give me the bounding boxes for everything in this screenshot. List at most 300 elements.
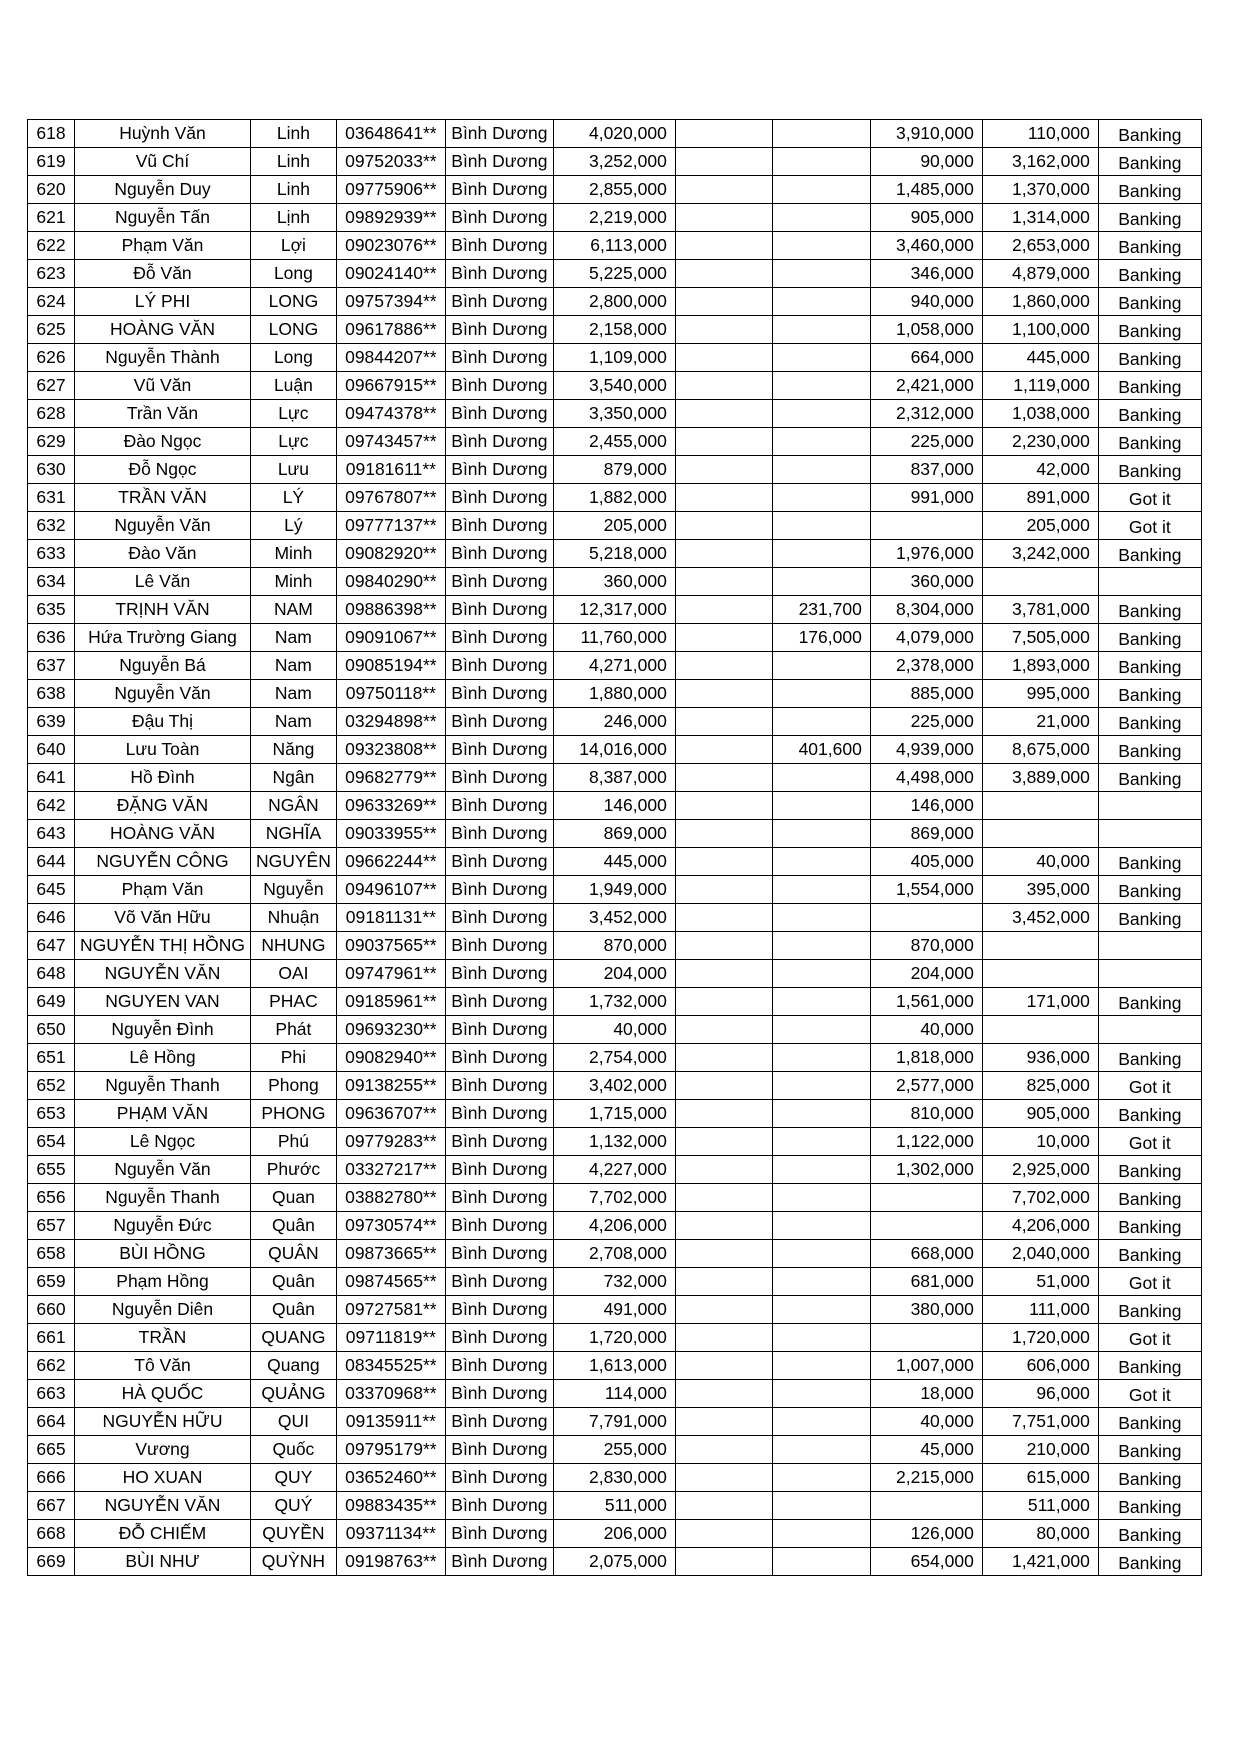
table-row bbox=[28, 512, 1202, 540]
surname-cell: Lưu Toàn bbox=[75, 736, 251, 764]
payment-method-cell: Banking bbox=[1098, 1212, 1201, 1240]
given-name-cell: QUY bbox=[250, 1464, 336, 1492]
blank-col-cell bbox=[675, 1044, 772, 1072]
total-amount-cell: 2,158,000 bbox=[553, 316, 675, 344]
table-row bbox=[28, 1156, 1202, 1184]
row-number-cell: 661 bbox=[28, 1324, 75, 1352]
table-row bbox=[28, 1016, 1202, 1044]
deduction-cell bbox=[772, 1044, 870, 1072]
blank-col-cell bbox=[675, 372, 772, 400]
surname-cell: Nguyễn Tấn bbox=[75, 204, 251, 232]
given-name-cell: Nam bbox=[250, 680, 336, 708]
province-cell: Bình Dương bbox=[445, 372, 553, 400]
payment-method-cell: Got it bbox=[1098, 1324, 1201, 1352]
row-number-cell: 638 bbox=[28, 680, 75, 708]
payment-table bbox=[27, 119, 1202, 1576]
blank-col-cell bbox=[675, 456, 772, 484]
total-amount-cell: 1,882,000 bbox=[553, 484, 675, 512]
surname-cell: TRỊNH VĂN bbox=[75, 596, 251, 624]
blank-col-cell bbox=[675, 344, 772, 372]
remaining-amount-cell: 1,314,000 bbox=[982, 204, 1098, 232]
payment-method-cell: Banking bbox=[1098, 848, 1201, 876]
blank-col-cell bbox=[675, 1016, 772, 1044]
given-name-cell: Lưu bbox=[250, 456, 336, 484]
blank-col-cell bbox=[675, 1240, 772, 1268]
total-amount-cell: 6,113,000 bbox=[553, 232, 675, 260]
province-cell: Bình Dương bbox=[445, 1156, 553, 1184]
phone-cell: 09711819** bbox=[336, 1324, 445, 1352]
table-row bbox=[28, 1352, 1202, 1380]
deduction-cell bbox=[772, 1212, 870, 1240]
surname-cell: Hồ Đình bbox=[75, 764, 251, 792]
total-amount-cell: 870,000 bbox=[553, 932, 675, 960]
table-row bbox=[28, 148, 1202, 176]
table-row bbox=[28, 1436, 1202, 1464]
payment-method-cell: Banking bbox=[1098, 540, 1201, 568]
payment-method-cell bbox=[1098, 932, 1201, 960]
remaining-amount-cell: 51,000 bbox=[982, 1268, 1098, 1296]
province-cell: Bình Dương bbox=[445, 1128, 553, 1156]
given-name-cell: QUI bbox=[250, 1408, 336, 1436]
surname-cell: NGUYEN VAN bbox=[75, 988, 251, 1016]
given-name-cell: LONG bbox=[250, 316, 336, 344]
paid-amount-cell bbox=[870, 1492, 982, 1520]
total-amount-cell: 11,760,000 bbox=[553, 624, 675, 652]
table-row bbox=[28, 1548, 1202, 1576]
table-row bbox=[28, 1128, 1202, 1156]
province-cell: Bình Dương bbox=[445, 176, 553, 204]
remaining-amount-cell: 110,000 bbox=[982, 120, 1098, 148]
surname-cell: Lê Văn bbox=[75, 568, 251, 596]
province-cell: Bình Dương bbox=[445, 876, 553, 904]
table-row bbox=[28, 400, 1202, 428]
total-amount-cell: 1,880,000 bbox=[553, 680, 675, 708]
total-amount-cell: 511,000 bbox=[553, 1492, 675, 1520]
remaining-amount-cell: 891,000 bbox=[982, 484, 1098, 512]
deduction-cell bbox=[772, 1296, 870, 1324]
deduction-cell bbox=[772, 932, 870, 960]
deduction-cell bbox=[772, 484, 870, 512]
total-amount-cell: 2,219,000 bbox=[553, 204, 675, 232]
deduction-cell bbox=[772, 848, 870, 876]
given-name-cell: Nhuận bbox=[250, 904, 336, 932]
remaining-amount-cell: 10,000 bbox=[982, 1128, 1098, 1156]
given-name-cell: Minh bbox=[250, 568, 336, 596]
blank-col-cell bbox=[675, 960, 772, 988]
row-number-cell: 632 bbox=[28, 512, 75, 540]
paid-amount-cell: 18,000 bbox=[870, 1380, 982, 1408]
surname-cell: Võ Văn Hữu bbox=[75, 904, 251, 932]
total-amount-cell: 2,855,000 bbox=[553, 176, 675, 204]
table-row bbox=[28, 1240, 1202, 1268]
table-row bbox=[28, 1380, 1202, 1408]
province-cell: Bình Dương bbox=[445, 1492, 553, 1520]
phone-cell: 03370968** bbox=[336, 1380, 445, 1408]
total-amount-cell: 5,225,000 bbox=[553, 260, 675, 288]
given-name-cell: QUANG bbox=[250, 1324, 336, 1352]
row-number-cell: 634 bbox=[28, 568, 75, 596]
given-name-cell: Linh bbox=[250, 148, 336, 176]
remaining-amount-cell: 1,370,000 bbox=[982, 176, 1098, 204]
paid-amount-cell: 346,000 bbox=[870, 260, 982, 288]
given-name-cell: Long bbox=[250, 344, 336, 372]
given-name-cell: Nam bbox=[250, 652, 336, 680]
deduction-cell bbox=[772, 512, 870, 540]
phone-cell: 09873665** bbox=[336, 1240, 445, 1268]
given-name-cell: Nguyễn bbox=[250, 876, 336, 904]
blank-col-cell bbox=[675, 764, 772, 792]
payment-method-cell: Banking bbox=[1098, 1492, 1201, 1520]
remaining-amount-cell: 995,000 bbox=[982, 680, 1098, 708]
row-number-cell: 621 bbox=[28, 204, 75, 232]
province-cell: Bình Dương bbox=[445, 1072, 553, 1100]
row-number-cell: 649 bbox=[28, 988, 75, 1016]
paid-amount-cell: 4,498,000 bbox=[870, 764, 982, 792]
paid-amount-cell: 940,000 bbox=[870, 288, 982, 316]
phone-cell: 09185961** bbox=[336, 988, 445, 1016]
paid-amount-cell: 654,000 bbox=[870, 1548, 982, 1576]
payment-method-cell: Banking bbox=[1098, 204, 1201, 232]
payment-method-cell: Banking bbox=[1098, 764, 1201, 792]
payment-method-cell bbox=[1098, 568, 1201, 596]
province-cell: Bình Dương bbox=[445, 1184, 553, 1212]
blank-col-cell bbox=[675, 1380, 772, 1408]
total-amount-cell: 1,613,000 bbox=[553, 1352, 675, 1380]
table-row bbox=[28, 876, 1202, 904]
surname-cell: NGUYỄN THỊ HỒNG bbox=[75, 932, 251, 960]
given-name-cell: Lực bbox=[250, 428, 336, 456]
paid-amount-cell: 664,000 bbox=[870, 344, 982, 372]
phone-cell: 09636707** bbox=[336, 1100, 445, 1128]
province-cell: Bình Dương bbox=[445, 232, 553, 260]
deduction-cell bbox=[772, 652, 870, 680]
phone-cell: 09198763** bbox=[336, 1548, 445, 1576]
payment-method-cell: Banking bbox=[1098, 596, 1201, 624]
deduction-cell bbox=[772, 1324, 870, 1352]
row-number-cell: 624 bbox=[28, 288, 75, 316]
surname-cell: Lê Hồng bbox=[75, 1044, 251, 1072]
total-amount-cell: 1,109,000 bbox=[553, 344, 675, 372]
province-cell: Bình Dương bbox=[445, 260, 553, 288]
row-number-cell: 669 bbox=[28, 1548, 75, 1576]
phone-cell: 09727581** bbox=[336, 1296, 445, 1324]
row-number-cell: 656 bbox=[28, 1184, 75, 1212]
row-number-cell: 646 bbox=[28, 904, 75, 932]
paid-amount-cell: 668,000 bbox=[870, 1240, 982, 1268]
phone-cell: 09024140** bbox=[336, 260, 445, 288]
given-name-cell: Lý bbox=[250, 512, 336, 540]
phone-cell: 09750118** bbox=[336, 680, 445, 708]
payment-method-cell: Banking bbox=[1098, 988, 1201, 1016]
remaining-amount-cell: 606,000 bbox=[982, 1352, 1098, 1380]
phone-cell: 09743457** bbox=[336, 428, 445, 456]
remaining-amount-cell: 1,893,000 bbox=[982, 652, 1098, 680]
given-name-cell: Quốc bbox=[250, 1436, 336, 1464]
remaining-amount-cell: 395,000 bbox=[982, 876, 1098, 904]
paid-amount-cell: 1,485,000 bbox=[870, 176, 982, 204]
remaining-amount-cell bbox=[982, 960, 1098, 988]
remaining-amount-cell: 936,000 bbox=[982, 1044, 1098, 1072]
deduction-cell bbox=[772, 344, 870, 372]
payment-method-cell: Banking bbox=[1098, 1408, 1201, 1436]
province-cell: Bình Dương bbox=[445, 1408, 553, 1436]
phone-cell: 09892939** bbox=[336, 204, 445, 232]
row-number-cell: 660 bbox=[28, 1296, 75, 1324]
surname-cell: Nguyễn Thanh bbox=[75, 1072, 251, 1100]
table-row bbox=[28, 1184, 1202, 1212]
row-number-cell: 618 bbox=[28, 120, 75, 148]
blank-col-cell bbox=[675, 792, 772, 820]
paid-amount-cell: 45,000 bbox=[870, 1436, 982, 1464]
blank-col-cell bbox=[675, 596, 772, 624]
payment-method-cell bbox=[1098, 792, 1201, 820]
blank-col-cell bbox=[675, 1408, 772, 1436]
paid-amount-cell: 1,561,000 bbox=[870, 988, 982, 1016]
payment-method-cell: Banking bbox=[1098, 1100, 1201, 1128]
surname-cell: Phạm Hồng bbox=[75, 1268, 251, 1296]
paid-amount-cell: 837,000 bbox=[870, 456, 982, 484]
remaining-amount-cell: 1,119,000 bbox=[982, 372, 1098, 400]
given-name-cell: Linh bbox=[250, 120, 336, 148]
deduction-cell bbox=[772, 1128, 870, 1156]
deduction-cell bbox=[772, 204, 870, 232]
row-number-cell: 662 bbox=[28, 1352, 75, 1380]
payment-method-cell: Banking bbox=[1098, 1044, 1201, 1072]
phone-cell: 09085194** bbox=[336, 652, 445, 680]
blank-col-cell bbox=[675, 1268, 772, 1296]
remaining-amount-cell: 3,452,000 bbox=[982, 904, 1098, 932]
surname-cell: NGUYỄN VĂN bbox=[75, 1492, 251, 1520]
remaining-amount-cell: 7,702,000 bbox=[982, 1184, 1098, 1212]
blank-col-cell bbox=[675, 120, 772, 148]
total-amount-cell: 2,455,000 bbox=[553, 428, 675, 456]
province-cell: Bình Dương bbox=[445, 1268, 553, 1296]
row-number-cell: 622 bbox=[28, 232, 75, 260]
given-name-cell: QUÝ bbox=[250, 1492, 336, 1520]
blank-col-cell bbox=[675, 288, 772, 316]
total-amount-cell: 12,317,000 bbox=[553, 596, 675, 624]
payment-method-cell: Banking bbox=[1098, 288, 1201, 316]
paid-amount-cell: 380,000 bbox=[870, 1296, 982, 1324]
blank-col-cell bbox=[675, 1520, 772, 1548]
paid-amount-cell: 2,312,000 bbox=[870, 400, 982, 428]
paid-amount-cell: 3,460,000 bbox=[870, 232, 982, 260]
table-row bbox=[28, 540, 1202, 568]
payment-method-cell: Banking bbox=[1098, 1296, 1201, 1324]
total-amount-cell: 5,218,000 bbox=[553, 540, 675, 568]
remaining-amount-cell: 825,000 bbox=[982, 1072, 1098, 1100]
row-number-cell: 663 bbox=[28, 1380, 75, 1408]
surname-cell: ĐỖ CHIẾM bbox=[75, 1520, 251, 1548]
given-name-cell: NAM bbox=[250, 596, 336, 624]
paid-amount-cell bbox=[870, 1324, 982, 1352]
table-row bbox=[28, 568, 1202, 596]
surname-cell: HOÀNG VĂN bbox=[75, 316, 251, 344]
phone-cell: 09371134** bbox=[336, 1520, 445, 1548]
remaining-amount-cell: 80,000 bbox=[982, 1520, 1098, 1548]
province-cell: Bình Dương bbox=[445, 288, 553, 316]
remaining-amount-cell: 4,879,000 bbox=[982, 260, 1098, 288]
paid-amount-cell: 870,000 bbox=[870, 932, 982, 960]
table-row bbox=[28, 1296, 1202, 1324]
surname-cell: Nguyễn Văn bbox=[75, 680, 251, 708]
blank-col-cell bbox=[675, 848, 772, 876]
table-row bbox=[28, 456, 1202, 484]
blank-col-cell bbox=[675, 1072, 772, 1100]
table-row bbox=[28, 344, 1202, 372]
paid-amount-cell: 1,976,000 bbox=[870, 540, 982, 568]
given-name-cell: Phát bbox=[250, 1016, 336, 1044]
total-amount-cell: 1,715,000 bbox=[553, 1100, 675, 1128]
province-cell: Bình Dương bbox=[445, 428, 553, 456]
remaining-amount-cell: 3,781,000 bbox=[982, 596, 1098, 624]
remaining-amount-cell: 96,000 bbox=[982, 1380, 1098, 1408]
phone-cell: 09323808** bbox=[336, 736, 445, 764]
total-amount-cell: 879,000 bbox=[553, 456, 675, 484]
blank-col-cell bbox=[675, 1492, 772, 1520]
given-name-cell: Linh bbox=[250, 176, 336, 204]
phone-cell: 09617886** bbox=[336, 316, 445, 344]
table-row bbox=[28, 988, 1202, 1016]
blank-col-cell bbox=[675, 1464, 772, 1492]
remaining-amount-cell bbox=[982, 932, 1098, 960]
paid-amount-cell: 225,000 bbox=[870, 428, 982, 456]
surname-cell: Huỳnh Văn bbox=[75, 120, 251, 148]
row-number-cell: 665 bbox=[28, 1436, 75, 1464]
given-name-cell: Quang bbox=[250, 1352, 336, 1380]
deduction-cell bbox=[772, 120, 870, 148]
paid-amount-cell: 1,302,000 bbox=[870, 1156, 982, 1184]
paid-amount-cell: 2,378,000 bbox=[870, 652, 982, 680]
row-number-cell: 654 bbox=[28, 1128, 75, 1156]
payment-method-cell: Banking bbox=[1098, 232, 1201, 260]
total-amount-cell: 2,830,000 bbox=[553, 1464, 675, 1492]
surname-cell: PHẠM VĂN bbox=[75, 1100, 251, 1128]
row-number-cell: 636 bbox=[28, 624, 75, 652]
province-cell: Bình Dương bbox=[445, 736, 553, 764]
row-number-cell: 652 bbox=[28, 1072, 75, 1100]
given-name-cell: QUỲNH bbox=[250, 1548, 336, 1576]
province-cell: Bình Dương bbox=[445, 1464, 553, 1492]
deduction-cell bbox=[772, 960, 870, 988]
table-row bbox=[28, 708, 1202, 736]
phone-cell: 09883435** bbox=[336, 1492, 445, 1520]
table-row bbox=[28, 288, 1202, 316]
total-amount-cell: 2,075,000 bbox=[553, 1548, 675, 1576]
deduction-cell bbox=[772, 260, 870, 288]
province-cell: Bình Dương bbox=[445, 1100, 553, 1128]
remaining-amount-cell: 1,421,000 bbox=[982, 1548, 1098, 1576]
blank-col-cell bbox=[675, 988, 772, 1016]
row-number-cell: 658 bbox=[28, 1240, 75, 1268]
remaining-amount-cell: 2,653,000 bbox=[982, 232, 1098, 260]
paid-amount-cell bbox=[870, 904, 982, 932]
table-row bbox=[28, 316, 1202, 344]
surname-cell: BÙI NHƯ bbox=[75, 1548, 251, 1576]
table-row bbox=[28, 1268, 1202, 1296]
phone-cell: 09181611** bbox=[336, 456, 445, 484]
blank-col-cell bbox=[675, 736, 772, 764]
paid-amount-cell bbox=[870, 1184, 982, 1212]
province-cell: Bình Dương bbox=[445, 1212, 553, 1240]
table-row bbox=[28, 736, 1202, 764]
row-number-cell: 639 bbox=[28, 708, 75, 736]
table-row bbox=[28, 484, 1202, 512]
total-amount-cell: 732,000 bbox=[553, 1268, 675, 1296]
payment-method-cell: Banking bbox=[1098, 316, 1201, 344]
total-amount-cell: 40,000 bbox=[553, 1016, 675, 1044]
payment-method-cell: Banking bbox=[1098, 1436, 1201, 1464]
given-name-cell: Minh bbox=[250, 540, 336, 568]
remaining-amount-cell: 21,000 bbox=[982, 708, 1098, 736]
phone-cell: 09667915** bbox=[336, 372, 445, 400]
surname-cell: ĐẶNG VĂN bbox=[75, 792, 251, 820]
province-cell: Bình Dương bbox=[445, 1296, 553, 1324]
deduction-cell bbox=[772, 176, 870, 204]
blank-col-cell bbox=[675, 568, 772, 596]
deduction-cell: 231,700 bbox=[772, 596, 870, 624]
given-name-cell: NHUNG bbox=[250, 932, 336, 960]
remaining-amount-cell: 2,040,000 bbox=[982, 1240, 1098, 1268]
deduction-cell bbox=[772, 456, 870, 484]
surname-cell: NGUYỄN HỮU bbox=[75, 1408, 251, 1436]
given-name-cell: Quân bbox=[250, 1212, 336, 1240]
surname-cell: BÙI HỒNG bbox=[75, 1240, 251, 1268]
given-name-cell: QUÂN bbox=[250, 1240, 336, 1268]
given-name-cell: Phong bbox=[250, 1072, 336, 1100]
table-row bbox=[28, 820, 1202, 848]
blank-col-cell bbox=[675, 1436, 772, 1464]
row-number-cell: 648 bbox=[28, 960, 75, 988]
table-row bbox=[28, 1212, 1202, 1240]
province-cell: Bình Dương bbox=[445, 456, 553, 484]
phone-cell: 09779283** bbox=[336, 1128, 445, 1156]
phone-cell: 09496107** bbox=[336, 876, 445, 904]
deduction-cell bbox=[772, 1352, 870, 1380]
paid-amount-cell: 4,079,000 bbox=[870, 624, 982, 652]
phone-cell: 09747961** bbox=[336, 960, 445, 988]
table-body bbox=[28, 120, 1202, 1576]
total-amount-cell: 4,227,000 bbox=[553, 1156, 675, 1184]
paid-amount-cell: 1,818,000 bbox=[870, 1044, 982, 1072]
total-amount-cell: 1,949,000 bbox=[553, 876, 675, 904]
payment-method-cell: Got it bbox=[1098, 484, 1201, 512]
payment-method-cell: Got it bbox=[1098, 1128, 1201, 1156]
table-row bbox=[28, 624, 1202, 652]
surname-cell: Nguyễn Văn bbox=[75, 1156, 251, 1184]
surname-cell: NGUYỄN VĂN bbox=[75, 960, 251, 988]
remaining-amount-cell: 8,675,000 bbox=[982, 736, 1098, 764]
payment-method-cell: Banking bbox=[1098, 456, 1201, 484]
remaining-amount-cell: 171,000 bbox=[982, 988, 1098, 1016]
province-cell: Bình Dương bbox=[445, 540, 553, 568]
deduction-cell bbox=[772, 1380, 870, 1408]
deduction-cell bbox=[772, 1100, 870, 1128]
given-name-cell: Phi bbox=[250, 1044, 336, 1072]
row-number-cell: 620 bbox=[28, 176, 75, 204]
phone-cell: 09091067** bbox=[336, 624, 445, 652]
deduction-cell bbox=[772, 540, 870, 568]
paid-amount-cell: 3,910,000 bbox=[870, 120, 982, 148]
total-amount-cell: 7,791,000 bbox=[553, 1408, 675, 1436]
table-row bbox=[28, 596, 1202, 624]
phone-cell: 09767807** bbox=[336, 484, 445, 512]
phone-cell: 09757394** bbox=[336, 288, 445, 316]
deduction-cell: 176,000 bbox=[772, 624, 870, 652]
remaining-amount-cell: 1,100,000 bbox=[982, 316, 1098, 344]
blank-col-cell bbox=[675, 1352, 772, 1380]
province-cell: Bình Dương bbox=[445, 568, 553, 596]
